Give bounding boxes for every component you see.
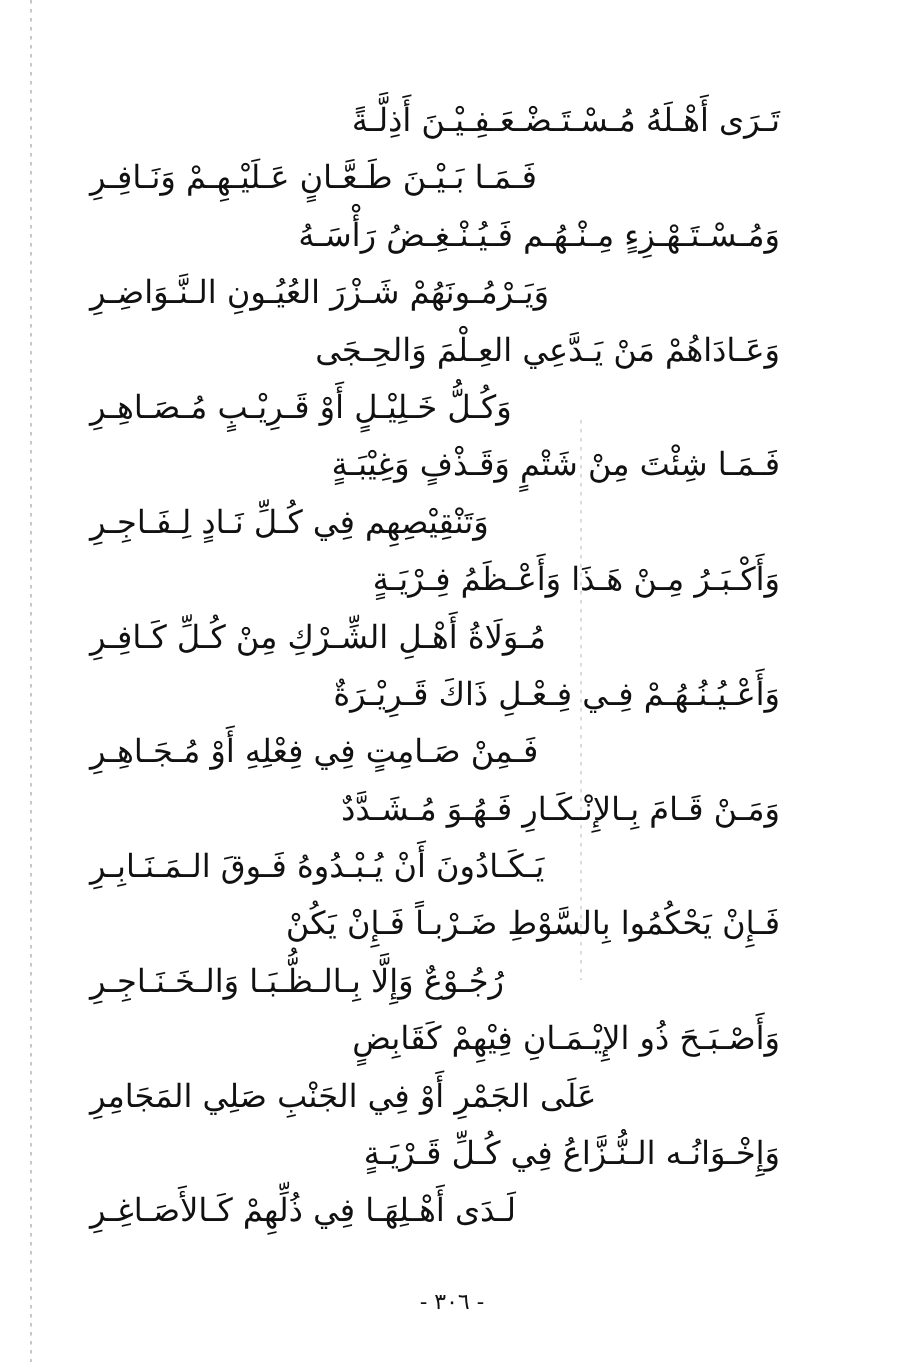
poem-line: وَأَصْـبَـحَ ذُو الإِيْـمَـانِ فِيْهِمْ كَقَابِضٍ [352, 1019, 780, 1058]
poem-line: لَـدَى أَهْـلِهَـا فِي ذُلِّهِمْ كَـالأَصَـاغِـرِ [90, 1191, 516, 1230]
poem-line: عَلَى الجَمْرِ أَوْ فِي الجَنْبِ صَلِي المَجَامِرِ [90, 1076, 597, 1115]
poem-line: فَـمِنْ صَـامِتٍ فِي فِعْلِهِ أَوْ مُـجَـاهِـرِ [90, 732, 539, 771]
poem-line: وَمُـسْـتَـهْـزِءٍ مِـنْـهُـم فَـيُـنْـغِـضُ رَأْسَـهُ [298, 215, 780, 254]
poem-line: فَـمَـا بَـيْـنَ طَـعَّـانٍ عَـلَيْـهِـمْ وَنَـافِـرِ [90, 158, 537, 197]
poem-line: فَـمَـا شِئْتَ مِنْ شَتْمٍ وَقَـذْفٍ وَغِيْبَـةٍ [331, 445, 780, 484]
poem-line: وَعَـادَاهُمْ مَنْ يَـدَّعِي العِـلْمَ وَالحِـجَى [315, 330, 780, 369]
poem-line: فَـإِنْ يَحْكُمُوا بِالسَّوْطِ ضَـرْبـاً فَـإِنْ يَكُنْ [285, 904, 780, 943]
poem-line: وَيَـرْمُـونَهُمْ شَـزْرَ العُيُـونِ الـنَّـوَاضِـرِ [90, 273, 550, 312]
poem-line: وَإِخْـوَانُـه الـنُّـزَّاعُ فِي كُـلِّ قَـرْيَـةٍ [363, 1134, 780, 1173]
poem-line: يَـكَـادُونَ أَنْ يُـبْـدُوهُ فَـوقَ الـمَـنَـابِـرِ [90, 847, 545, 886]
poem-line: وَتَنْقِيْصِهِم فِي كُـلِّ نَـادٍ لِـفَـاجِـرِ [90, 502, 489, 541]
page-number: - ٣٠٦ - [419, 1290, 485, 1315]
poem-line: مُـوَلَاةُ أَهْـلِ الشِّـرْكِ مِنْ كُـلِّ كَـافِـرِ [90, 617, 546, 656]
scan-margin-dots [30, 0, 32, 1362]
poem-line: وَأَكْـبَـرُ مِـنْ هَـذَا وَأَعْـظَمُ فِـرْيَـةٍ [372, 560, 780, 599]
poem-text [90, 92, 780, 1240]
poem-line: وَكُـلُّ خَـلِيْـلٍ أَوْ قَـرِيْـبٍ مُـصَـاهِـرِ [90, 387, 512, 426]
poem-line: تَـرَى أَهْـلَهُ مُـسْـتَـضْـعَـفِـيْـنَ أَذِلَّـةً [351, 101, 780, 139]
poem-line: وَأَعْـيُـنُـهُـمْ فِـي فِـعْـلِ ذَاكَ قَـرِيْـرَةٌ [333, 674, 780, 713]
poem-line: وَمَـنْ قَـامَ بِـالإِنْـكَـارِ فَـهُـوَ مُـشَـدَّدٌ [341, 789, 780, 828]
poem-line: رُجُـوْعٌ وَإِلَّا بِـالـظُّـبَـا وَالـخَـنَـاجِـرِ [90, 961, 504, 1000]
